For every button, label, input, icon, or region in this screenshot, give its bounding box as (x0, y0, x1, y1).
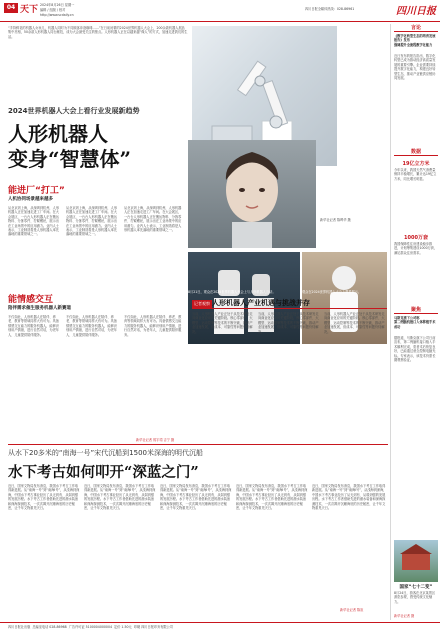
right-s2-body2: 我国保障性住房建设稳步推进，计划筹集建设1000万套，满足群众住房需求。 (394, 242, 438, 255)
header-meta-1: 2024年8月26日 星期一 (40, 3, 75, 7)
humanoid-face-graphic (188, 140, 316, 248)
right-s4-title: 国家“七十二变” (399, 585, 433, 590)
header-rule (0, 21, 440, 22)
sub2-body-col2: 不仅如此，人形机器人在陪伴、养老、教育等领域同样大有可为。具备情感交互能力的服务机器人，能够识别用户情绪，进行自然对话，为老年人、儿童提供陪伴服务。 (66, 315, 117, 337)
bottom-kicker: 从水下20多米的“南海一号”宋代沉船到1500米深海的明代沉船 (8, 449, 203, 457)
right-s2-num1: 19亿立方米 (402, 161, 430, 167)
sub1-title: 能进厂“打工” (8, 186, 65, 196)
analysis-label: 记者观察 (194, 301, 210, 306)
right-photo (394, 540, 438, 582)
page-number: 04 (6, 4, 16, 11)
humanoid-face-photo (188, 140, 316, 248)
main-byline: 新华社记者 郭宇靖 吉宁 摄 (136, 438, 175, 442)
feature-bottom-rule (8, 444, 388, 445)
page-header (0, 0, 440, 22)
lead-text: “手持鲜花的机器人女孩儿，机器人同时为不同顾客冲泡咖啡……”在日前闭幕的2024世界机器人大会上，200余款机器人展品集中亮相，50余款人形机器人同台献技，成为大会最受关注的焦点。人形机器人正在以越来越“像人”的方式，加速走进我们的生活。 (8, 26, 188, 39)
headline-line-2: 变身“智慧体” (8, 147, 132, 171)
right-s2-rule (394, 155, 438, 156)
header-right-meta: 四川日报全媒体热线：028-86961 (305, 7, 355, 11)
header-url[interactable]: http://www.scdaily.cn (40, 13, 74, 17)
right-s1-rule (394, 31, 438, 32)
right-s2-label: 数据 (410, 149, 421, 155)
right-s2-num2: 1000万套 (404, 235, 428, 241)
newspaper-logo: 四川日报 (396, 6, 436, 17)
bottom-body-col4: 近日，国家文物局发布消息，我国水下考古工作取得新进展。从“南海一号”到“南海Ⅰ号”，从浅海到深海，中国水下考古事业经历了从无到有、从弱到强的发展历程。水下考古工作者借助先进的潜水装备和深海探测技术，一次次揭开沉睡海底的历史秘密，让千年文物重见天日。 (236, 484, 308, 511)
right-photo-graphic (394, 540, 438, 582)
sub1-subtitle: 人机协同场景越来越多 (8, 197, 53, 202)
analysis-title: 人形机器人产业机遇与挑战并存 (212, 299, 310, 307)
column-divider (390, 24, 391, 620)
bottom-body-col5: 近日，国家文物局发布消息，我国水下考古工作取得新进展。从“南海一号”到“南海Ⅰ号”，从浅海到深海，中国水下考古事业经历了从无到有、从弱到强的发展历程。水下考古工作者借助先进的潜水装备和深海探测技术，一次次揭开沉睡海底的历史秘密，让千年文物重见天日。 (312, 484, 387, 511)
right-s1-body: 近日发布的报告指出，数字化转型已成为推动经济高质量发展的重要引擎。企业需要持续提升数字化能力，构建良好转型生态，推动产业链供应链协同发展。 (394, 54, 436, 81)
bottom-body-col2: 近日，国家文物局发布消息，我国水下考古工作取得新进展。从“南海一号”到“南海Ⅰ号”，从浅海到深海，中国水下考古事业经历了从无到有、从弱到强的发展历程。水下考古工作者借助先进的潜水装备和深海探测技术，一次次揭开沉睡海底的历史秘密，让千年文物重见天日。 (84, 484, 156, 511)
bottom-body-col1: 近日，国家文物局发布消息，我国水下考古工作取得新进展。从“南海一号”到“南海Ⅰ号”，从浅海到深海，中国水下考古事业经历了从无到有、从弱到强的发展历程。水下考古工作者借助先进的潜水装备和深海探测技术，一次次揭开沉睡海底的历史秘密，让千年文物重见天日。 (8, 484, 80, 511)
right-column (394, 24, 438, 620)
right-s3-title: 马斯克旗下公司称 第二例脑机接口人体移植手术成功 (394, 316, 436, 329)
section-name: 天下 (20, 5, 39, 15)
analysis-body-col1: 当前，人形机器人产业正处于从技术研发走向商业化应用的关键阶段。核心零部件、大模型、运动控制等技术的不断突破，推动产业加速发展，但成本、可靠性等问题仍待解决。 (192, 312, 253, 334)
right-s4-caption: 8月24日，游客在北京某景区游览参观，感受传统文化魅力。 (394, 591, 436, 604)
sub2-title: 能情感交互 (8, 295, 54, 305)
analysis-body-col3: 当前，人形机器人产业正处于从技术研发走向商业化应用的关键阶段。核心零部件、大模型、运动控制等技术的不断突破，推动产业加速发展，但成本、可靠性等问题仍待解决。 (324, 312, 385, 334)
right-s3-rule (394, 313, 438, 314)
page-number-badge (4, 3, 18, 13)
bottom-headline: 水下考古如何叩开“深蓝之门” (8, 464, 199, 481)
footer-rule (0, 622, 440, 623)
photo-credit-top: 新华社记者 陈晔华 摄 (320, 218, 351, 222)
right-s3-label: 聚焦 (410, 307, 421, 313)
sub2-body-col3: 不仅如此，人形机器人在陪伴、养老、教育等领域同样大有可为。具备情感交互能力的服务机器人，能够识别用户情绪，进行自然对话，为老年人、儿童提供陪伴服务。 (124, 315, 182, 337)
analysis-body-col2: 当前，人形机器人产业正处于从技术研发走向商业化应用的关键阶段。核心零部件、大模型、运动控制等技术的不断突破，推动产业加速发展，但成本、可靠性等问题仍待解决。 (258, 312, 319, 334)
bottom-byline: 新华社记者 陈寂 (340, 608, 364, 612)
caption-left: 8月21日，观众在2024世界机器人大会上与人形机器人互动。 (188, 290, 276, 294)
sub2-subtitle: 陪伴需求催生服务机器人新赛道 (8, 306, 71, 311)
headline-line-1: 人形机器人 (8, 122, 108, 146)
sub1-body-col3: 从北京到上海，从深圳到杭州，人形机器人正在加速走进工厂车间。在大会展区，一台台人形机器人正在搬运物料、分拣零件、拧紧螺丝，展示出在工业场景中的应用潜力。业内人士表示，工业制造将是人形机器人率先落地的重要领域之一。 (124, 206, 182, 233)
bottom-body-col3: 近日，国家文物局发布消息，我国水下考古工作取得新进展。从“南海一号”到“南海Ⅰ号”，从浅海到深海，中国水下考古事业经历了从无到有、从弱到强的发展历程。水下考古工作者借助先进的潜水装备和深海探测技术，一次次揭开沉睡海底的历史秘密，让千年文物重见天日。 (160, 484, 232, 511)
kicker: 2024世界机器人大会上看行业发展新趋势 (8, 107, 140, 115)
sub1-body-col1: 从北京到上海，从深圳到杭州，人形机器人正在加速走进工厂车间。在大会展区，一台台人形机器人正在搬运物料、分拣零件、拧紧螺丝，展示出在工业场景中的应用潜力。业内人士表示，工业制造将是人形机器人率先落地的重要领域之一。 (8, 206, 59, 237)
sub2-body-col1: 不仅如此，人形机器人在陪伴、养老、教育等领域同样大有可为。具备情感交互能力的服务机器人，能够识别用户情绪，进行自然对话，为老年人、儿童提供陪伴服务。 (8, 315, 59, 337)
right-s4-credit: 新华社记者 摄 (394, 614, 415, 618)
right-s1-title: 《数字化转型生态的培育发展报告》发布 强调提升全流程数字化能力 (394, 34, 436, 47)
right-s1-label: 言论 (410, 25, 421, 31)
analysis-rule (192, 308, 387, 309)
sub1-body-col2: 从北京到上海，从深圳到杭州，人形机器人正在加速走进工厂车间。在大会展区，一台台人形机器人正在搬运物料、分拣零件、拧紧螺丝，展示出在工业场景中的应用潜力。业内人士表示，工业制造将是人形机器人率先落地的重要领域之一。 (66, 206, 117, 237)
right-s2-body1: 今年以来，我国天然气消费量保持平稳增长，累计达19亿立方米，同比增长明显。 (394, 168, 437, 181)
right-s3-body: 据报道，马斯克旗下公司日前宣布，第二例脑机接口植入手术顺利完成，患者术后恢复良好，已能通过意念控制电脑光标。专家表示，该技术仍需长期观察验证。 (394, 336, 436, 363)
caption-right: 观众在2024世界机器人大会上观看展示。 (302, 290, 362, 294)
footer-text: 四川日报社出版 总编室电话 028-86968 广告许可证 5100004000004 定价 1.50元 印刷 四川日报印务有限公司 (8, 625, 173, 629)
header-meta-2: 编辑 / 组版 / 校对 (40, 8, 66, 12)
